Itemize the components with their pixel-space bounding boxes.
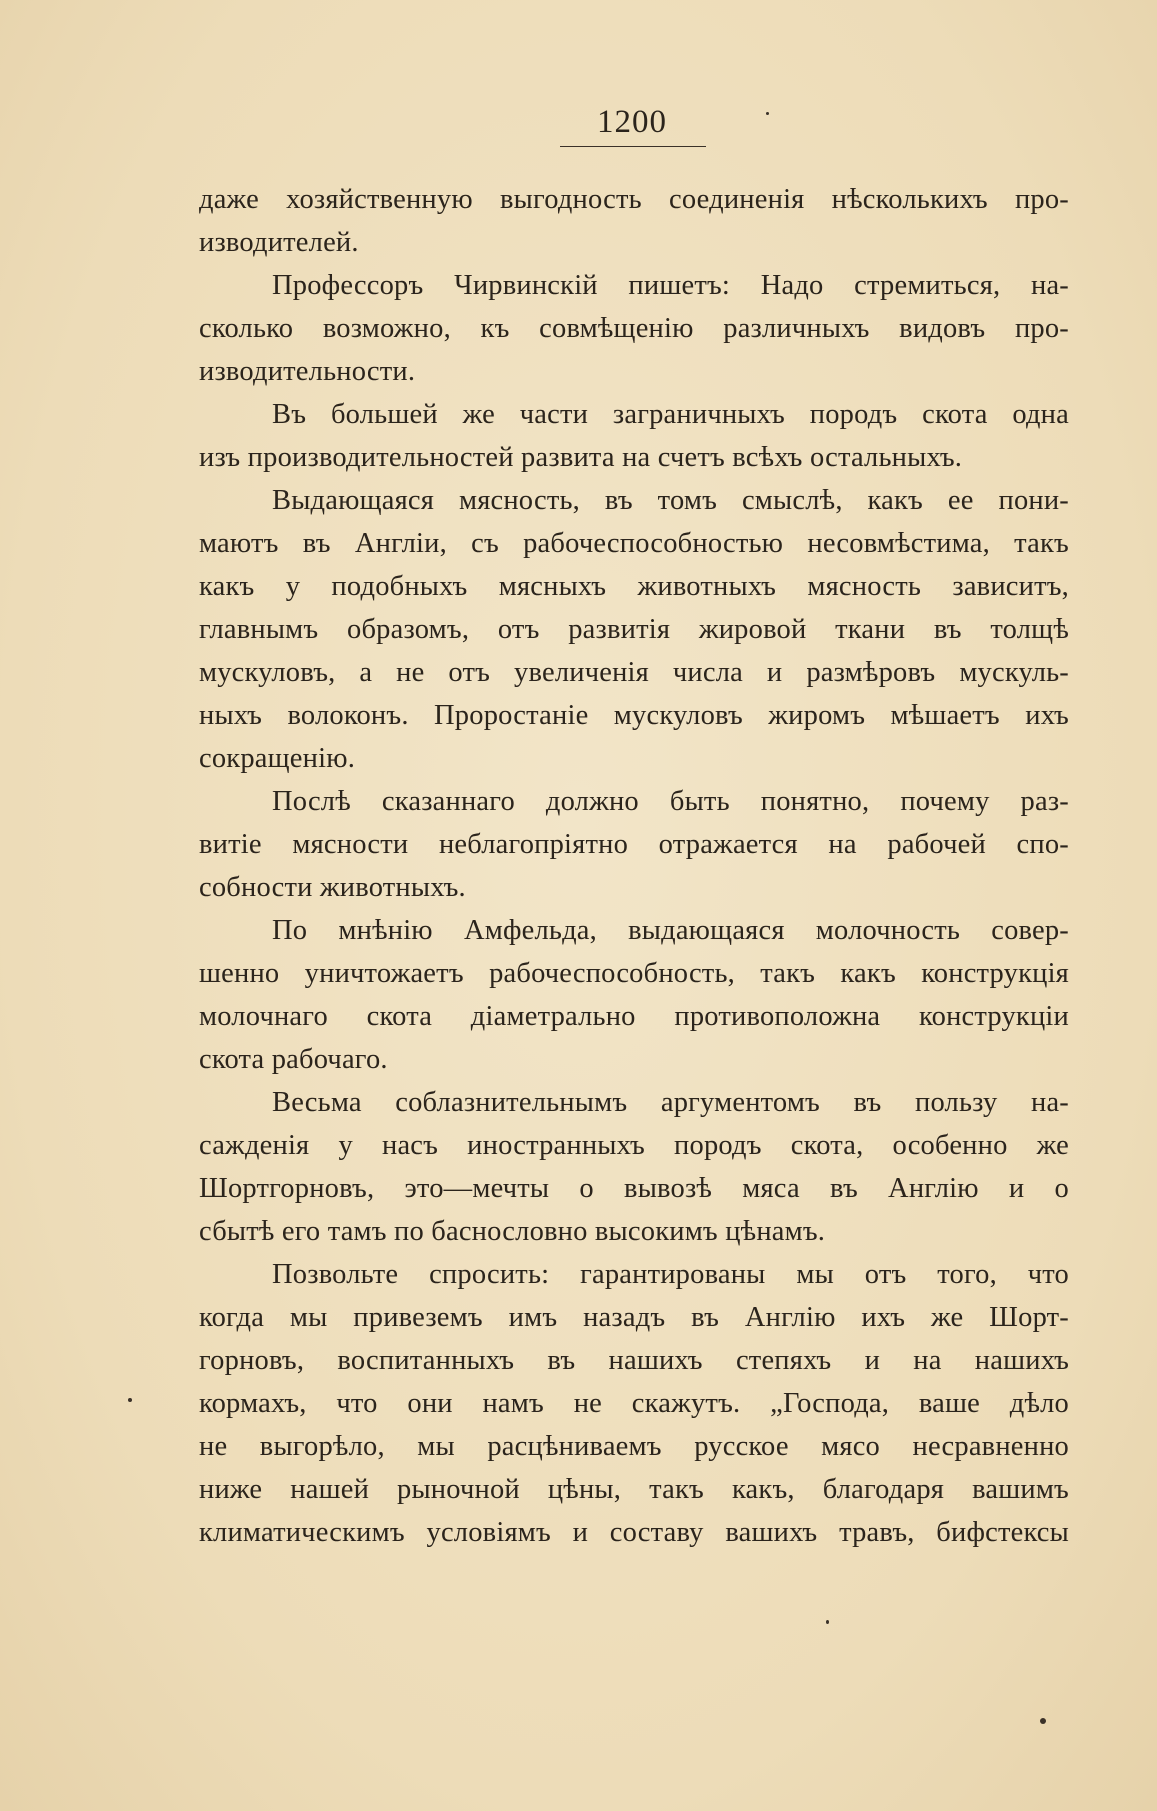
- text-line: собности животныхъ.: [199, 872, 466, 903]
- text-line: По мнѣнію Амфельда, выдающаяся молочность совер-: [272, 915, 1069, 946]
- text-line: ниже нашей рыночной цѣны, такъ какъ, благодаря вашимъ: [199, 1474, 1069, 1505]
- text-line: даже хозяйственную выгодность соединенія нѣсколькихъ про-: [199, 184, 1069, 215]
- text-line: скота рабочаго.: [199, 1044, 388, 1075]
- ink-speck: [1040, 1718, 1046, 1724]
- text-line: сбытѣ его тамъ по баснословно высокимъ цѣнамъ.: [199, 1216, 826, 1247]
- page-number-rule: [560, 146, 706, 147]
- text-line: какъ у подобныхъ мясныхъ животныхъ мясность зависитъ,: [199, 571, 1069, 602]
- text-line: не выгорѣло, мы расцѣниваемъ русское мясо несравненно: [199, 1431, 1069, 1462]
- text-line: Послѣ сказаннаго должно быть понятно, почему раз-: [272, 786, 1069, 817]
- text-line: кормахъ, что они намъ не скажутъ. „Господа, ваше дѣло: [199, 1388, 1069, 1419]
- text-line: шенно уничтожаетъ рабочеспособность, такъ какъ конструкція: [199, 958, 1069, 989]
- text-line: Весьма соблазнительнымъ аргументомъ въ пользу на-: [272, 1087, 1069, 1118]
- text-line: маютъ въ Англіи, съ рабочеспособностью несовмѣстима, такъ: [199, 528, 1069, 559]
- text-line: ныхъ волоконъ. Проростаніе мускуловъ жиромъ мѣшаетъ ихъ: [199, 700, 1069, 731]
- text-line: когда мы привеземъ имъ назадъ въ Англію ихъ же Шорт-: [199, 1302, 1069, 1333]
- text-line: сажденія у насъ иностранныхъ породъ скота, особенно же: [199, 1130, 1069, 1161]
- text-line: витіе мясности неблагопріятно отражается на рабочей спо-: [199, 829, 1069, 860]
- text-line: Въ большей же части заграничныхъ породъ скота одна: [272, 399, 1069, 430]
- text-line: сокращенію.: [199, 743, 356, 774]
- text-line: мускуловъ, а не отъ увеличенія числа и размѣровъ мускуль-: [199, 657, 1069, 688]
- text-line: горновъ, воспитанныхъ въ нашихъ степяхъ и на нашихъ: [199, 1345, 1069, 1376]
- text-line: климатическимъ условіямъ и составу вашихъ травъ, бифстексы: [199, 1517, 1069, 1548]
- text-line: главнымъ образомъ, отъ развитія жировой ткани въ толщѣ: [199, 614, 1069, 645]
- ink-speck: [826, 1620, 829, 1624]
- body-text: [199, 178, 1069, 1554]
- text-line: Позвольте спросить: гарантированы мы отъ того, что: [272, 1259, 1069, 1290]
- text-line: Шортгорновъ, это—мечты о вывозѣ мяса въ Англію и о: [199, 1173, 1069, 1204]
- text-line: изъ производительностей развита на счетъ всѣхъ остальныхъ.: [199, 442, 963, 473]
- text-line: изводительности.: [199, 356, 416, 387]
- text-line: изводителей.: [199, 227, 359, 258]
- text-line: сколько возможно, къ совмѣщенію различныхъ видовъ про-: [199, 313, 1069, 344]
- ink-speck: [128, 1398, 132, 1402]
- text-line: Профессоръ Чирвинскій пишетъ: Надо стремиться, на-: [272, 270, 1069, 301]
- page-number: 1200: [597, 104, 667, 140]
- text-line: Выдающаяся мясность, въ томъ смыслѣ, какъ ее пони-: [272, 485, 1069, 516]
- ink-speck: [766, 112, 769, 115]
- text-line: молочнаго скота діаметрально противоположна конструкціи: [199, 1001, 1069, 1032]
